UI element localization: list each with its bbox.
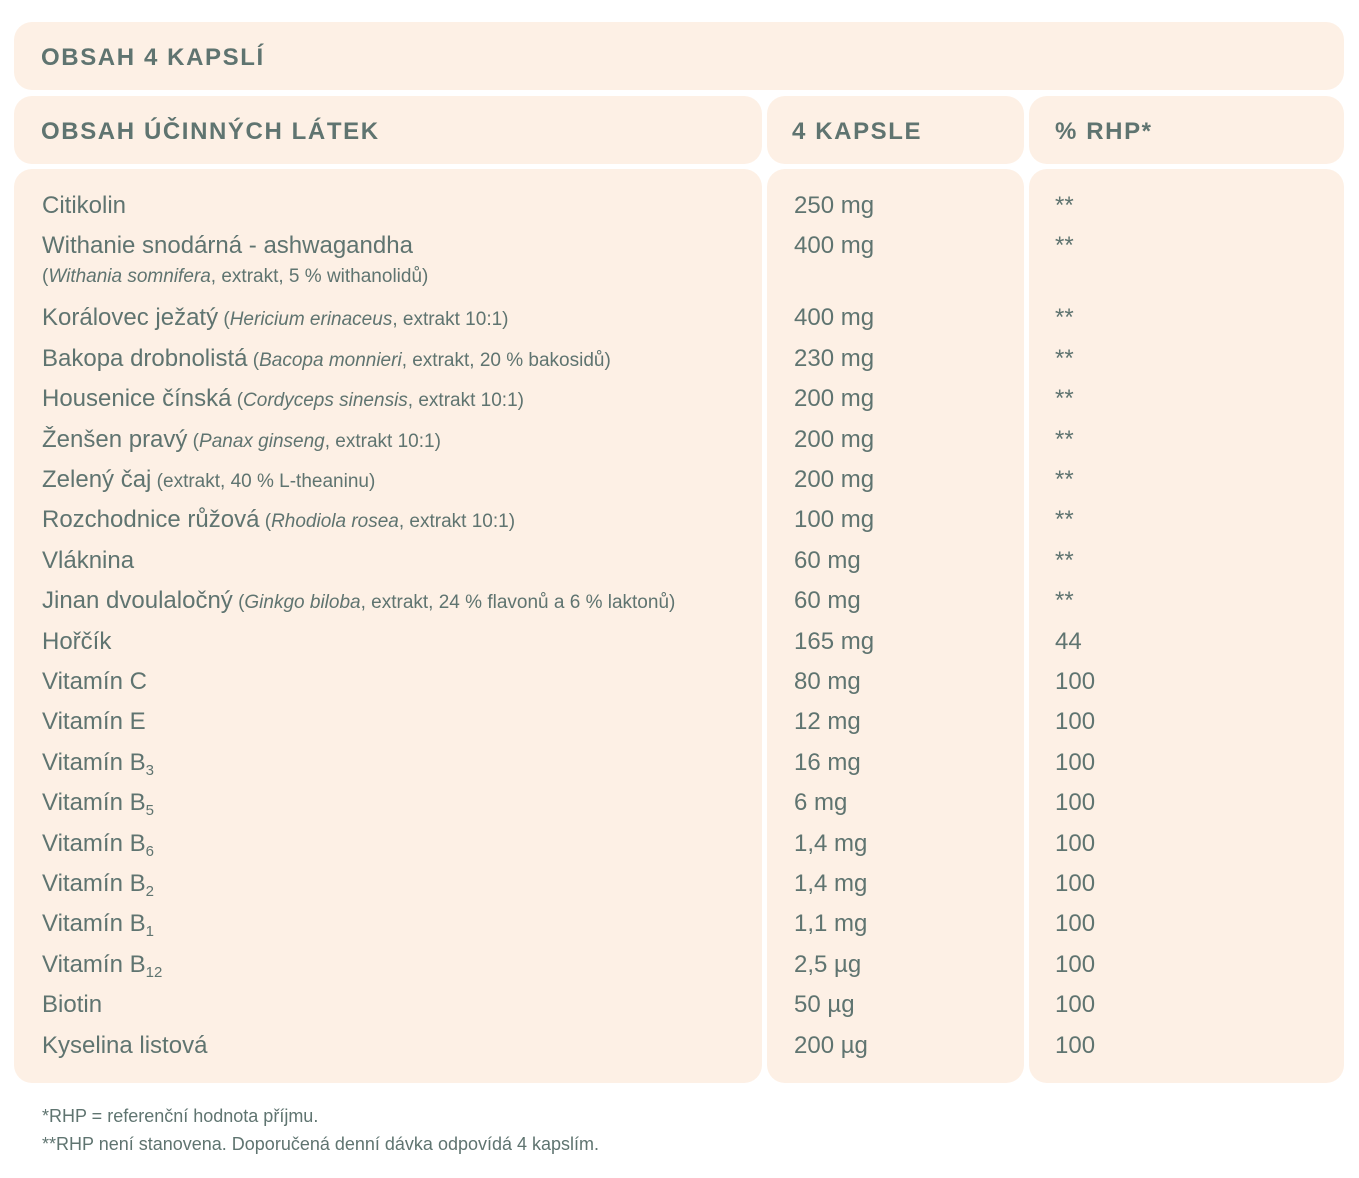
ingredient-note: [233, 592, 676, 613]
ingredient-note-text: , extrakt, 5 % withanolidů): [210, 266, 429, 288]
ingredient-name-column: [14, 169, 762, 1083]
vitamin-subscript: 1: [145, 923, 154, 941]
ingredient-note-text: (: [232, 592, 245, 614]
ingredient-latin-name: Cordyceps sinensis: [243, 390, 408, 412]
amount-value: 1,4 mg: [794, 870, 868, 897]
ingredient-name: Kyselina listová: [42, 1031, 208, 1059]
ingredient-note: [259, 511, 515, 532]
header-amount-cell: [767, 96, 1024, 164]
ingredient-name: Vitamín B: [42, 748, 146, 776]
ingredient-name: Vitamín C: [42, 668, 147, 695]
rhp-value: **: [1055, 232, 1074, 260]
ingredient-name-cell: [42, 231, 428, 292]
table-title: OBSAH 4 KAPSLÍ: [41, 44, 265, 71]
header-name: OBSAH ÚČINNÝCH LÁTEK: [41, 118, 380, 145]
ingredient-name-cell: [42, 191, 126, 221]
ingredient-latin-name: Bacopa monnieri: [259, 349, 402, 371]
amount-value: 2,5 µg: [794, 950, 862, 978]
ingredient-name: Vitamín B: [42, 950, 146, 978]
ingredient-name-cell: [42, 829, 154, 859]
ingredient-name-cell: [42, 586, 675, 618]
ingredient-name-cell: [42, 707, 146, 737]
rhp-value: 100: [1055, 1031, 1096, 1059]
amount-value: 400 mg: [794, 304, 875, 332]
ingredient-name: Vitamín B: [42, 789, 146, 817]
amount-value: 200 mg: [794, 466, 875, 493]
ingredient-latin-name: Panax ginseng: [199, 430, 325, 452]
ingredient-name-cell: [42, 384, 524, 416]
table-title-bar: [14, 22, 1344, 90]
rhp-value: 100: [1055, 829, 1096, 857]
ingredient-note-text: (: [231, 390, 244, 412]
amount-value: 60 mg: [794, 546, 861, 574]
rhp-value: 100: [1055, 668, 1096, 695]
ingredient-note-text: , extrakt 10:1): [392, 309, 509, 331]
ingredient-note-text: (: [259, 511, 272, 533]
amount-value: 16 mg: [794, 748, 861, 776]
ingredient-name: Housenice čínská: [42, 385, 232, 413]
rhp-value: **: [1055, 425, 1074, 453]
ingredient-name-cell: [42, 344, 611, 376]
ingredient-name: Vitamín B: [42, 910, 146, 938]
ingredient-name: Withanie snodárná - ashwagandha: [42, 232, 413, 260]
rhp-value: 100: [1055, 748, 1096, 776]
ingredient-name-cell: [42, 1031, 207, 1061]
header-name-cell: [14, 96, 762, 164]
header-rhp: % RHP*: [1055, 118, 1153, 145]
amount-value: 60 mg: [794, 587, 861, 615]
rhp-value: **: [1055, 546, 1074, 574]
ingredient-name-cell: [42, 748, 154, 778]
ingredient-note-text: , extrakt, 20 % bakosidů): [401, 349, 611, 371]
ingredient-name-cell: [42, 627, 111, 657]
ingredient-name-cell: [42, 909, 154, 939]
ingredient-note: [231, 390, 524, 411]
amount-value: 1,1 mg: [794, 910, 868, 938]
ingredient-name: Biotin: [42, 991, 103, 1019]
ingredient-name: Rozchodnice růžová: [42, 506, 260, 534]
rhp-value: 100: [1055, 991, 1096, 1019]
footnote-rhp-not-set: **RHP není stanovena. Doporučená denní dávka odpovídá 4 kapslím.: [42, 1134, 600, 1154]
ingredient-name: Hořčík: [42, 627, 112, 655]
ingredient-note: [247, 350, 610, 371]
ingredient-name-cell: [42, 950, 162, 980]
ingredient-name-cell: [42, 425, 441, 457]
vitamin-subscript: 12: [145, 963, 163, 981]
header-rhp-cell: [1029, 96, 1344, 164]
rhp-value: **: [1055, 466, 1074, 493]
rhp-value: **: [1055, 385, 1074, 413]
rhp-value: **: [1055, 587, 1074, 615]
vitamin-subscript: 5: [145, 802, 154, 820]
vitamin-subscript: 2: [145, 883, 154, 900]
ingredient-name: Vláknina: [42, 546, 135, 574]
ingredient-note-text: (: [218, 309, 230, 331]
amount-value: 200 mg: [794, 385, 875, 413]
ingredient-note-text: (extrakt, 40 % L-theaninu): [151, 471, 376, 492]
ingredient-name-cell: [42, 465, 375, 497]
ingredient-name-cell: [42, 546, 134, 576]
ingredient-name-cell: [42, 788, 154, 818]
ingredient-note: [42, 262, 428, 292]
ingredient-note-text: , extrakt 10:1): [398, 511, 516, 533]
ingredient-latin-name: Ginkgo biloba: [244, 592, 361, 614]
ingredient-latin-name: Rhodiola rosea: [271, 511, 399, 533]
ingredient-note: [151, 471, 375, 492]
rhp-value: 100: [1055, 708, 1096, 736]
ingredient-name: Vitamín B: [42, 829, 146, 857]
ingredient-name: Bakopa drobnolistá: [42, 344, 248, 372]
rhp-value: 100: [1055, 789, 1096, 817]
amount-value: 80 mg: [794, 668, 861, 695]
ingredient-name: Jinan dvoulaločný: [42, 587, 233, 615]
ingredient-note-text: (: [42, 266, 49, 288]
ingredient-note: [218, 309, 508, 330]
amount-value: 165 mg: [794, 627, 875, 655]
amount-value: 50 µg: [794, 991, 855, 1019]
amount-value: 200 µg: [794, 1031, 868, 1059]
rhp-value: **: [1055, 344, 1074, 372]
vitamin-subscript: 6: [145, 842, 154, 860]
ingredient-name-cell: [42, 667, 147, 697]
ingredient-name-cell: [42, 505, 515, 537]
amount-value: 6 mg: [794, 789, 848, 817]
ingredient-name: Vitamín E: [42, 708, 146, 736]
ingredient-name: Citikolin: [42, 192, 127, 219]
rhp-column: [1029, 169, 1344, 1083]
ingredient-name: Zelený čaj: [42, 466, 152, 493]
ingredient-name: Vitamín B: [42, 870, 146, 897]
ingredient-note-text: (: [247, 349, 260, 371]
ingredient-note-text: , extrakt, 24 % flavonů a 6 % laktonů): [360, 592, 676, 614]
ingredient-name-cell: [42, 990, 102, 1020]
ingredient-note: [187, 431, 441, 452]
ingredient-latin-name: Withania somnifera: [48, 266, 211, 288]
rhp-value: 100: [1055, 870, 1096, 897]
ingredient-name-cell: [42, 869, 154, 899]
rhp-value: **: [1055, 192, 1074, 219]
ingredient-note-text: , extrakt 10:1): [407, 390, 524, 412]
footnote-rhp-definition: *RHP = referenční hodnota příjmu.: [42, 1106, 319, 1126]
ingredient-note-text: (: [187, 430, 200, 452]
ingredient-latin-name: Hericium erinaceus: [229, 309, 393, 331]
amount-value: 1,4 mg: [794, 829, 868, 857]
ingredient-name: Korálovec ježatý: [42, 304, 219, 332]
amount-value: 100 mg: [794, 506, 875, 534]
amount-value: 12 mg: [794, 708, 861, 736]
amount-value: 230 mg: [794, 344, 875, 372]
amount-value: 200 mg: [794, 425, 875, 453]
ingredient-name-cell: [42, 303, 509, 335]
rhp-value: 100: [1055, 950, 1096, 978]
rhp-value: **: [1055, 304, 1074, 332]
amount-value: 250 mg: [794, 192, 875, 219]
ingredient-note-text: , extrakt 10:1): [324, 430, 441, 452]
vitamin-subscript: 3: [145, 761, 154, 779]
amount-value: 400 mg: [794, 232, 875, 260]
rhp-value: 100: [1055, 910, 1096, 938]
ingredient-name: Ženšen pravý: [42, 425, 188, 453]
amount-column: [767, 169, 1024, 1083]
rhp-value: **: [1055, 506, 1074, 534]
header-amount: 4 KAPSLE: [792, 118, 923, 145]
rhp-value: 44: [1055, 627, 1082, 655]
